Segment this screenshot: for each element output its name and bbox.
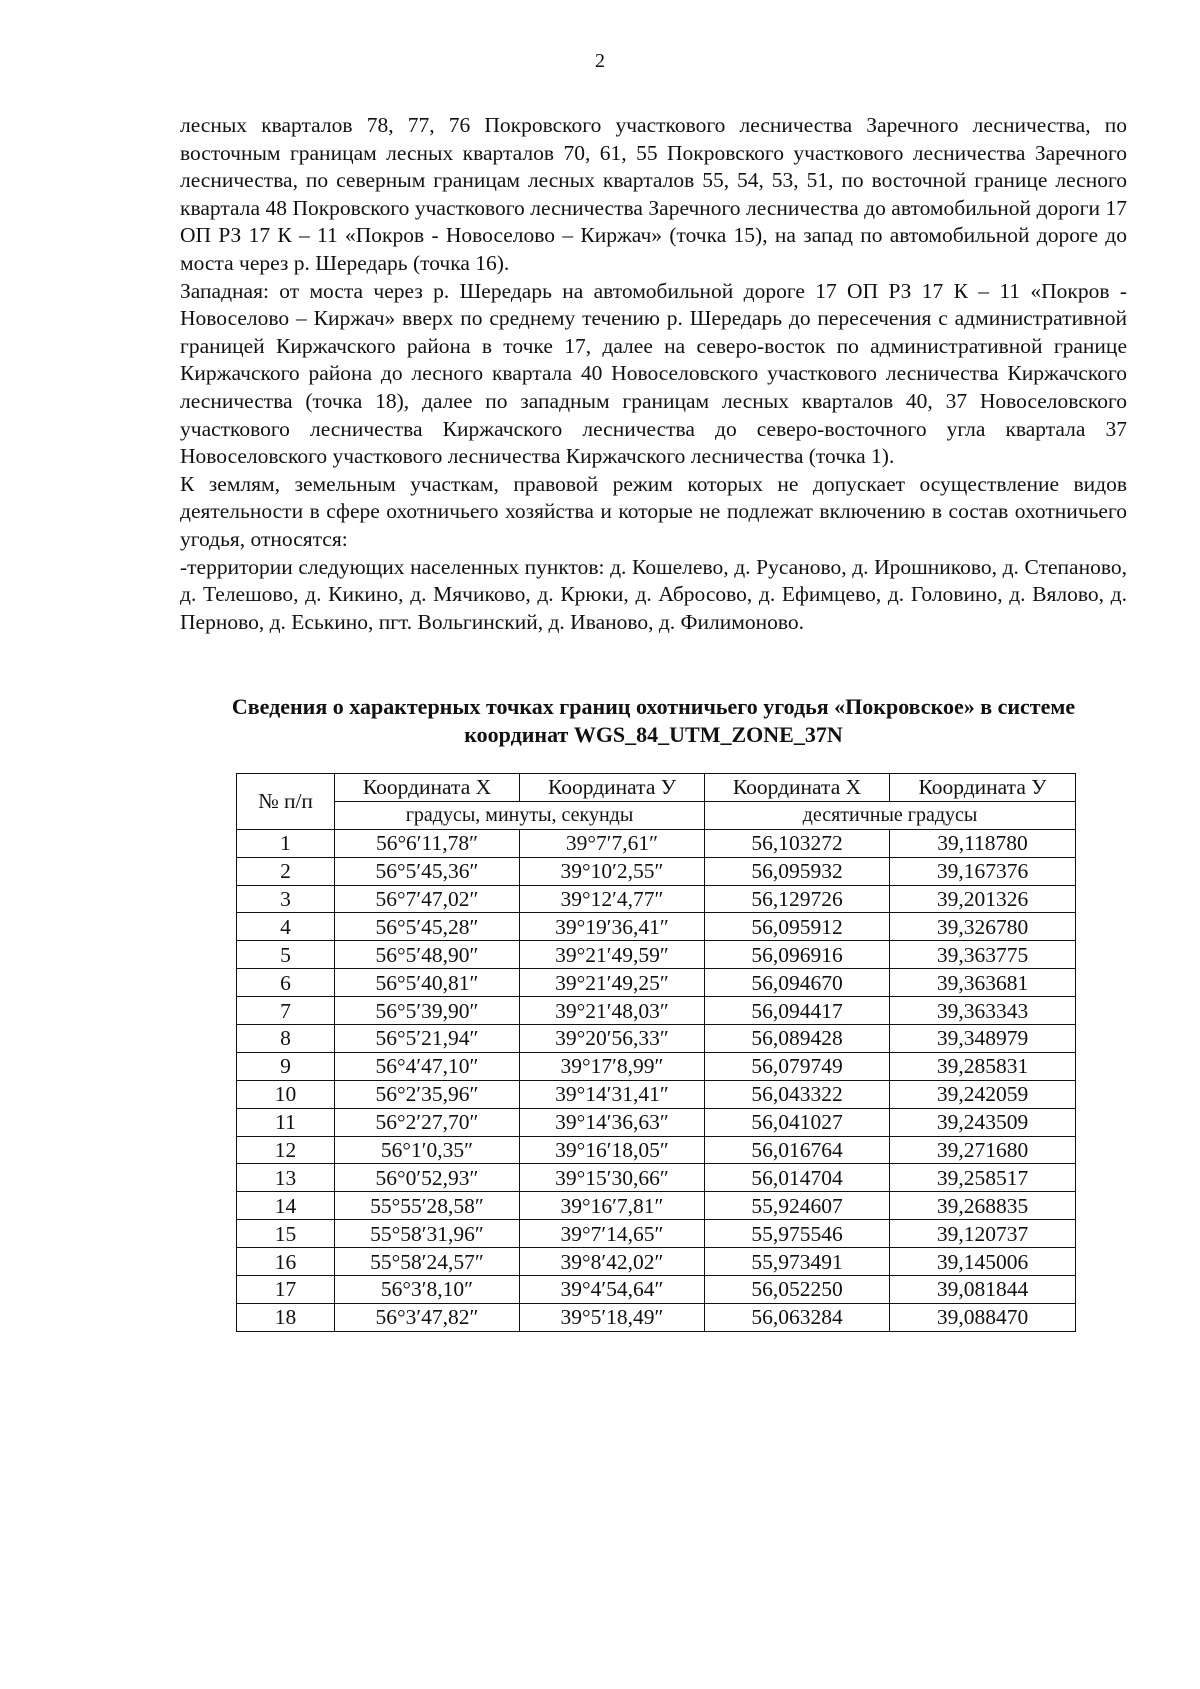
cell-x-dec: 56,043322	[705, 1080, 890, 1108]
table-title	[180, 693, 1127, 749]
cell-y-dms: 39°10′2,55″	[520, 857, 705, 885]
cell-x-dms: 55°58′24,57″	[335, 1248, 520, 1276]
cell-num: 1	[237, 829, 335, 857]
cell-x-dec: 55,973491	[705, 1248, 890, 1276]
cell-num: 5	[237, 941, 335, 969]
cell-num: 15	[237, 1220, 335, 1248]
cell-num: 18	[237, 1303, 335, 1331]
cell-num: 7	[237, 997, 335, 1025]
cell-x-dms: 56°1′0,35″	[335, 1136, 520, 1164]
cell-y-dec: 39,271680	[890, 1136, 1076, 1164]
cell-x-dms: 56°5′45,28″	[335, 913, 520, 941]
cell-y-dms: 39°4′54,64″	[520, 1276, 705, 1304]
cell-num: 9	[237, 1052, 335, 1080]
cell-y-dec: 39,120737	[890, 1220, 1076, 1248]
cell-x-dms: 56°0′52,93″	[335, 1164, 520, 1192]
cell-y-dms: 39°21′48,03″	[520, 997, 705, 1025]
cell-x-dec: 56,052250	[705, 1276, 890, 1304]
cell-x-dms: 55°58′31,96″	[335, 1220, 520, 1248]
paragraph-settlements: -территории следующих населенных пунктов: д. Кошелево, д. Русаново, д. Ирошниково, д. Степаново, д. Телешово, д. Кикино, д. Мячиково, д. Крюки, д. Абросово, д. Ефимцево, д. Головино, д. Вялово, д. Перново, д. Еськино, пгт. Вольгинский, д. Иваново, д. Филимоново.	[180, 554, 1127, 634]
page-number: 2	[595, 50, 605, 72]
cell-y-dms: 39°21′49,59″	[520, 941, 705, 969]
cell-y-dms: 39°19′36,41″	[520, 913, 705, 941]
header-y-dms: Координата У	[520, 774, 705, 802]
cell-x-dms: 56°6′11,78″	[335, 829, 520, 857]
cell-y-dms: 39°16′18,05″	[520, 1136, 705, 1164]
subheader-dms: градусы, минуты, секунды	[335, 801, 705, 829]
cell-x-dms: 56°3′47,82″	[335, 1303, 520, 1331]
cell-x-dms: 56°2′27,70″	[335, 1108, 520, 1136]
cell-y-dms: 39°7′14,65″	[520, 1220, 705, 1248]
cell-y-dec: 39,088470	[890, 1303, 1076, 1331]
cell-x-dms: 56°3′8,10″	[335, 1276, 520, 1304]
table-body	[237, 829, 1076, 1331]
cell-y-dms: 39°8′42,02″	[520, 1248, 705, 1276]
cell-num: 6	[237, 969, 335, 997]
header-num: № п/п	[237, 774, 335, 830]
table-row	[237, 1303, 1076, 1331]
cell-x-dec: 56,016764	[705, 1136, 890, 1164]
table-row	[237, 1220, 1076, 1248]
table-row	[237, 941, 1076, 969]
cell-y-dec: 39,118780	[890, 829, 1076, 857]
table-row	[237, 1164, 1076, 1192]
table-row	[237, 1052, 1076, 1080]
cell-y-dms: 39°14′36,63″	[520, 1108, 705, 1136]
cell-x-dec: 56,063284	[705, 1303, 890, 1331]
cell-num: 17	[237, 1276, 335, 1304]
cell-y-dms: 39°5′18,49″	[520, 1303, 705, 1331]
table-row	[237, 913, 1076, 941]
cell-num: 14	[237, 1192, 335, 1220]
cell-x-dec: 56,094417	[705, 997, 890, 1025]
cell-y-dec: 39,145006	[890, 1248, 1076, 1276]
cell-y-dec: 39,243509	[890, 1108, 1076, 1136]
cell-x-dec: 56,094670	[705, 969, 890, 997]
table-subheader-row	[237, 801, 1076, 829]
cell-y-dec: 39,258517	[890, 1164, 1076, 1192]
cell-x-dec: 55,924607	[705, 1192, 890, 1220]
table-row	[237, 885, 1076, 913]
cell-x-dms: 56°7′47,02″	[335, 885, 520, 913]
cell-x-dms: 55°55′28,58″	[335, 1192, 520, 1220]
cell-y-dec: 39,201326	[890, 885, 1076, 913]
paragraph-excluded-lands: К землям, земельным участкам, правовой режим которых не допускает осуществление видов деятельности в сфере охотничьего хозяйства и которые не подлежат включению в состав охотничьего угодья, относятся:	[180, 471, 1127, 551]
cell-y-dec: 39,167376	[890, 857, 1076, 885]
cell-y-dec: 39,268835	[890, 1192, 1076, 1220]
cell-x-dms: 56°5′48,90″	[335, 941, 520, 969]
paragraph-east-boundary-end: лесных кварталов 78, 77, 76 Покровского участкового лесничества Заречного лесничества, по восточным границам лесных кварталов 70, 61, 55 Покровского участкового лесничества Заречного лесничества, по северным границам лесных кварталов 55, 54, 53, 51, по восточной границе лесного квартала 48 Покровского участкового лесничества Заречного лесничества до автомобильной дороги 17 ОП РЗ 17 К – 11 «Покров - Новоселово – Киржач» (точка 15), на запад по автомобильной дороге до моста через р. Шередарь (точка 16).	[180, 113, 1127, 275]
cell-y-dec: 39,363681	[890, 969, 1076, 997]
table-row	[237, 1192, 1076, 1220]
cell-num: 10	[237, 1080, 335, 1108]
cell-y-dec: 39,326780	[890, 913, 1076, 941]
table-row	[237, 997, 1076, 1025]
cell-num: 2	[237, 857, 335, 885]
cell-y-dms: 39°21′49,25″	[520, 969, 705, 997]
cell-x-dec: 56,095932	[705, 857, 890, 885]
cell-x-dms: 56°2′35,96″	[335, 1080, 520, 1108]
table-row	[237, 857, 1076, 885]
table-title-line1: Сведения о характерных точках границ охотничьего угодья «Покровское» в системе	[231, 694, 1076, 719]
cell-y-dms: 39°16′7,81″	[520, 1192, 705, 1220]
cell-x-dms: 56°5′21,94″	[335, 1025, 520, 1053]
cell-num: 11	[237, 1108, 335, 1136]
cell-y-dms: 39°15′30,66″	[520, 1164, 705, 1192]
table-row	[237, 1276, 1076, 1304]
cell-y-dms: 39°12′4,77″	[520, 885, 705, 913]
cell-y-dms: 39°17′8,99″	[520, 1052, 705, 1080]
cell-x-dec: 56,079749	[705, 1052, 890, 1080]
cell-num: 13	[237, 1164, 335, 1192]
cell-num: 4	[237, 913, 335, 941]
header-x-dec: Координата Х	[705, 774, 890, 802]
cell-x-dec: 56,089428	[705, 1025, 890, 1053]
cell-y-dms: 39°20′56,33″	[520, 1025, 705, 1053]
table-row	[237, 829, 1076, 857]
cell-y-dec: 39,363775	[890, 941, 1076, 969]
coordinates-table	[236, 773, 1076, 1332]
cell-x-dec: 56,095912	[705, 913, 890, 941]
table-title-line2: координат WGS_84_UTM_ZONE_37N	[464, 722, 843, 747]
table-row	[237, 1108, 1076, 1136]
cell-x-dms: 56°5′40,81″	[335, 969, 520, 997]
table-row	[237, 1080, 1076, 1108]
cell-num: 8	[237, 1025, 335, 1053]
cell-x-dms: 56°5′45,36″	[335, 857, 520, 885]
cell-y-dms: 39°14′31,41″	[520, 1080, 705, 1108]
cell-y-dms: 39°7′7,61″	[520, 829, 705, 857]
cell-y-dec: 39,363343	[890, 997, 1076, 1025]
table-row	[237, 1025, 1076, 1053]
cell-y-dec: 39,242059	[890, 1080, 1076, 1108]
header-x-dms: Координата Х	[335, 774, 520, 802]
table-row	[237, 1136, 1076, 1164]
cell-num: 16	[237, 1248, 335, 1276]
cell-num: 12	[237, 1136, 335, 1164]
cell-x-dec: 56,041027	[705, 1108, 890, 1136]
cell-x-dec: 55,975546	[705, 1220, 890, 1248]
header-y-dec: Координата У	[890, 774, 1076, 802]
cell-x-dec: 56,014704	[705, 1164, 890, 1192]
paragraph-west-boundary: Западная: от моста через р. Шередарь на автомобильной дороге 17 ОП РЗ 17 К – 11 «Покров - Новоселово – Киржач» вверх по среднему течению р. Шередарь до пересечения с административной границей Киржачского района в точке 17, далее на северо-восток по административной границе Киржачского района до лесного квартала 40 Новоселовского участкового лесничества Киржачского лесничества (точка 18), далее по западным границам лесных кварталов 40, 37 Новоселовского участкового лесничества Киржачского лесничества до северо-восточного угла квартала 37 Новоселовского участкового лесничества Киржачского лесничества (точка 1).	[180, 278, 1127, 469]
table-row	[237, 1248, 1076, 1276]
cell-num: 3	[237, 885, 335, 913]
cell-x-dec: 56,096916	[705, 941, 890, 969]
table-header-row	[237, 774, 1076, 802]
subheader-decimal: десятичные градусы	[705, 801, 1076, 829]
table-row	[237, 969, 1076, 997]
cell-x-dms: 56°5′39,90″	[335, 997, 520, 1025]
cell-y-dec: 39,081844	[890, 1276, 1076, 1304]
cell-x-dec: 56,129726	[705, 885, 890, 913]
body-text	[180, 112, 1127, 636]
cell-y-dec: 39,285831	[890, 1052, 1076, 1080]
cell-x-dms: 56°4′47,10″	[335, 1052, 520, 1080]
cell-y-dec: 39,348979	[890, 1025, 1076, 1053]
cell-x-dec: 56,103272	[705, 829, 890, 857]
